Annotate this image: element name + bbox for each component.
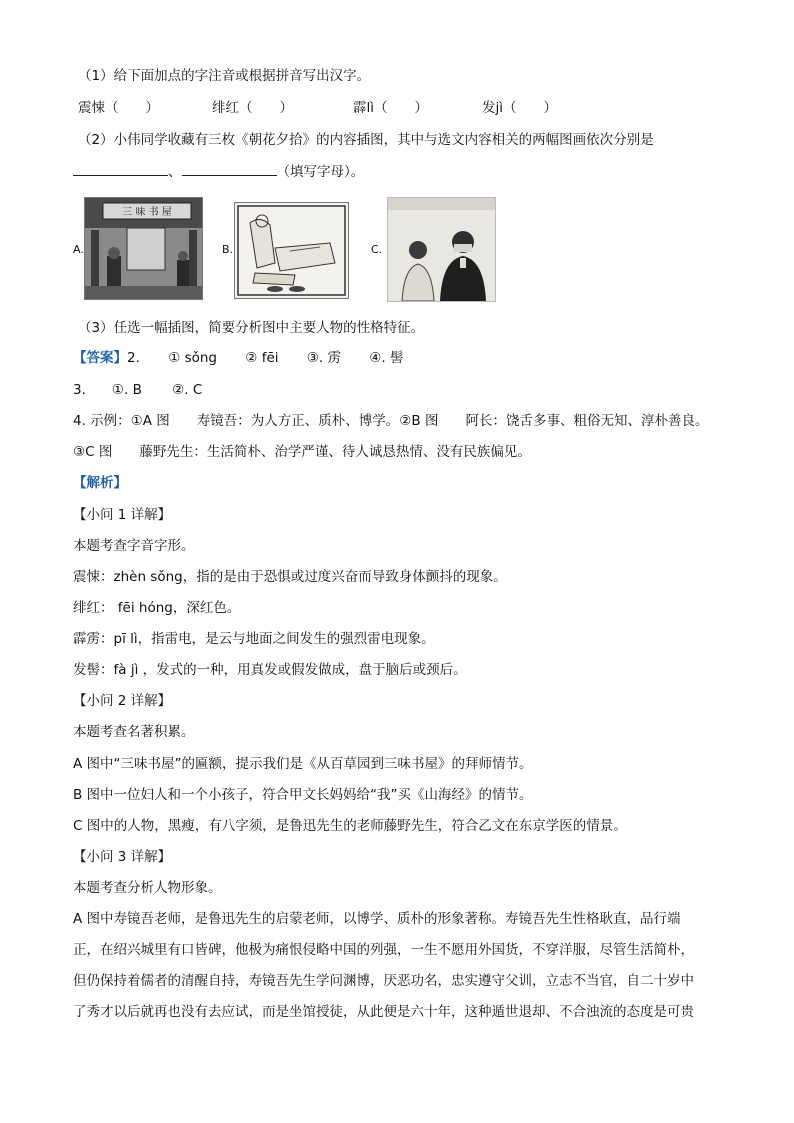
answer-blank <box>182 161 277 176</box>
q1-item: 绯红（ ） <box>212 100 293 116</box>
section-head: 【小问 1 详解】 <box>73 507 172 523</box>
plaque-text: 三 味 书 屋 <box>122 207 172 218</box>
section-intro: 本题考查名著积累。 <box>73 724 195 740</box>
answer-tag: 【答案】 <box>73 350 127 366</box>
illustration-c <box>387 197 496 302</box>
q1-item: 发jì（ ） <box>482 100 558 116</box>
q3-title: （3）任选一幅插图，简要分析图中主要人物的性格特征。 <box>78 320 425 336</box>
answer-blank <box>73 161 168 176</box>
answer-row-3: 3. ①. B ②. C <box>73 382 203 398</box>
illustration-b <box>234 202 349 299</box>
analysis-line: B 图中一位妇人和一个小孩子，符合甲文长妈妈给“我”买《山海经》的情节。 <box>73 787 533 803</box>
section-head: 【小问 2 详解】 <box>73 693 172 709</box>
answer-row-4: 4. 示例：①A 图 寿镜吾：为人方正、质朴、博学。②B 图 阿长：饶舌多事、粗俗无知、淳朴善良。 <box>73 413 709 429</box>
illustration-a <box>84 197 203 300</box>
analysis-line: 发髻：fà jì ，发式的一种，用真发或假发做成，盘于脑后或颈后。 <box>73 662 467 678</box>
analysis-line: 正，在绍兴城里有口皆碑，他极为痛恨侵略中国的列强，一生不愿用外国货，不穿洋服，尽管生活简朴， <box>73 942 694 958</box>
section-head: 【小问 3 详解】 <box>73 849 172 865</box>
analysis-line: 霹雳：pī lì，指雷电，是云与地面之间发生的强烈雷电现象。 <box>73 631 435 647</box>
picture-label-b: B. <box>222 243 234 256</box>
q1-item: 霹lì（ ） <box>353 100 429 116</box>
q2-blanks: 、 （填写字母）。 <box>73 161 364 182</box>
analysis-line: 但仍保持着儒者的清醒自持，寿镜吾先生学问渊博，厌恶功名，忠实遵守父训，立志不当官，自二十岁中 <box>73 973 694 989</box>
analysis-line: C 图中的人物，黑瘦，有八字须，是鲁迅先生的老师藤野先生，符合乙文在东京学医的情景。 <box>73 818 627 834</box>
q2-title: （2）小伟同学收藏有三枚《朝花夕拾》的内容插图，其中与选文内容相关的两幅图画依次分别是 <box>78 132 654 148</box>
q1-title: （1）给下面加点的字注音或根据拼音写出汉字。 <box>78 68 371 84</box>
analysis-line: 震悚：zhèn sǒng，指的是由于恐惧或过度兴奋而导致身体颤抖的现象。 <box>73 569 507 585</box>
analysis-line: 了秀才以后就再也没有去应试，而是坐馆授徒，从此便是六十年，这种遁世退却、不合浊流的态度是可贵 <box>73 1004 694 1020</box>
analysis-line: 绯红： fēi hóng，深红色。 <box>73 600 241 616</box>
section-intro: 本题考查分析人物形象。 <box>73 880 222 896</box>
q1-item: 震悚（ ） <box>78 100 159 116</box>
analysis-line: A 图中“三味书屋”的匾额，提示我们是《从百草园到三味书屋》的拜师情节。 <box>73 756 533 772</box>
section-intro: 本题考查字音字形。 <box>73 538 195 554</box>
answer-row-2: 【答案】2. ① sǒng ② fēi ③. 雳 ④. 髻 <box>73 350 404 366</box>
analysis-tag: 【解析】 <box>73 475 127 491</box>
answer-row-4b: ③C 图 藤野先生：生活简朴、治学严谨、待人诚恳热情、没有民族偏见。 <box>73 444 531 460</box>
picture-label-c: C. <box>371 243 383 256</box>
picture-label-a: A. <box>73 243 84 256</box>
analysis-line: A 图中寿镜吾老师，是鲁迅先生的启蒙老师，以博学、质朴的形象著称。寿镜吾先生性格耿直，品行端 <box>73 911 681 927</box>
